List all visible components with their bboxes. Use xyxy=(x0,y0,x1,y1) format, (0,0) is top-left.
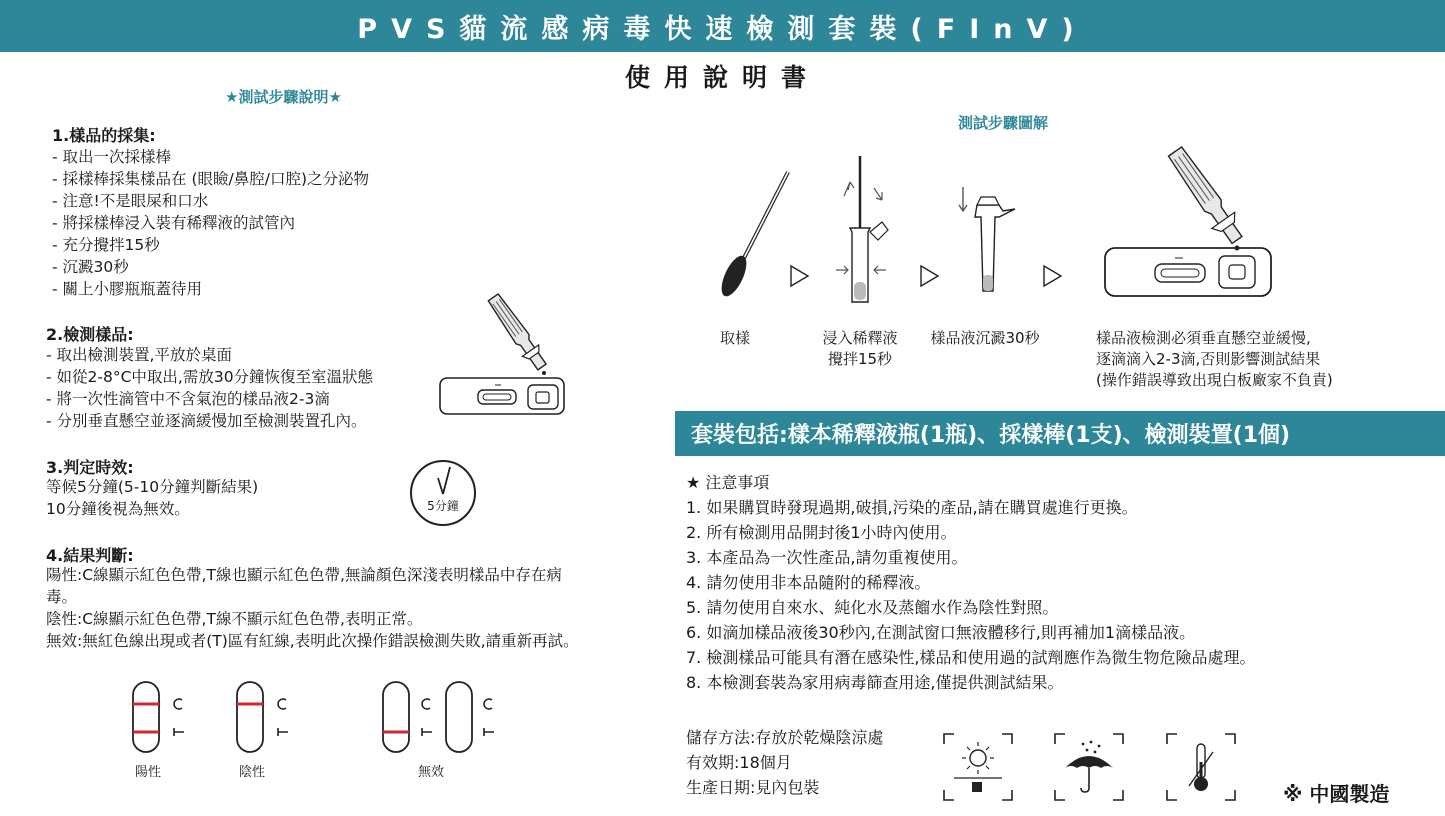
step2-list xyxy=(46,344,373,432)
test-device-dropper-icon xyxy=(438,305,618,417)
notes-section xyxy=(686,470,1255,695)
step2-line: - 如從2-8°C中取出,需放30分鐘恢復至室溫狀態 xyxy=(46,368,374,386)
step1-line: - 取出一次採樣棒 xyxy=(52,148,172,166)
note-item: 7. 檢測樣品可能具有潛在感染性,樣品和使用過的試劑應作為微生物危險品處理。 xyxy=(686,648,1256,667)
step1-line: - 將採樣棒浸入裝有稀釋液的試管內 xyxy=(52,214,296,232)
timer-label: 5分鐘 xyxy=(427,499,459,513)
made-in-label: ※ 中國製造 xyxy=(1283,782,1390,806)
keep-away-from-sunlight-icon xyxy=(942,732,1014,802)
step1-line: - 採樣棒採集樣品在 (眼瞼/鼻腔/口腔)之分泌物 xyxy=(52,170,369,188)
temperature-limit-icon xyxy=(1165,732,1237,802)
step1-line: - 關上小膠瓶瓶蓋待用 xyxy=(52,280,203,298)
storage-production: 生產日期:見內包裝 xyxy=(686,778,820,797)
step1-line: - 沉澱30秒 xyxy=(52,258,129,276)
step1-line: - 充分攪拌15秒 xyxy=(52,236,160,254)
note-item: 3. 本產品為一次性產品,請勿重複使用。 xyxy=(686,548,968,567)
arrow-right-icon xyxy=(919,264,941,288)
caption-test-line1: 樣品液檢測必須垂直懸空並緩慢, xyxy=(1096,329,1311,347)
step1-list xyxy=(52,146,369,300)
package-contents-bar xyxy=(675,411,1445,456)
notes-heading: ★ 注意事項 xyxy=(686,473,770,492)
caption-settle: 樣品液沉澱30秒 xyxy=(930,329,1040,347)
caption-test-line3: (操作錯誤導致出現白板廠家不負責) xyxy=(1096,371,1333,389)
note-item: 5. 請勿使用自來水、純化水及蒸餾水作為陰性對照。 xyxy=(686,598,1059,617)
note-item: 1. 如果購買時發現過期,破損,污染的產品,請在購買處進行更換。 xyxy=(686,498,1138,517)
step3-list xyxy=(46,476,258,520)
caption-test xyxy=(1096,328,1396,391)
step4-title: 4.結果判斷: xyxy=(46,546,134,565)
step4-list xyxy=(46,564,586,652)
caption-dip xyxy=(805,328,915,370)
settle-tube-icon xyxy=(955,185,1035,310)
note-item: 2. 所有檢測用品開封後1小時內使用。 xyxy=(686,523,957,542)
caption-dip-line2: 攪拌15秒 xyxy=(827,350,893,368)
step4-line: 陽性:C線顯示紅色色帶,T線也顯示紅色色帶,無論顏色深淺表明樣品中存在病毒。 xyxy=(46,566,562,606)
result-invalid-label: 無效 xyxy=(417,765,444,780)
page-subtitle: 使用說明書 xyxy=(624,63,820,92)
keep-dry-icon xyxy=(1053,732,1125,802)
swab-icon xyxy=(718,168,798,303)
step2-title: 2.檢測樣品: xyxy=(46,325,134,344)
caption-sample: 取樣 xyxy=(719,329,750,347)
caption-dip-line1: 浸入稀釋液 xyxy=(822,329,898,347)
result-positive-label: 陽性 xyxy=(134,765,161,780)
note-item: 4. 請勿使用非本品隨附的稀釋液。 xyxy=(686,573,931,592)
step2-line: - 取出檢測裝置,平放於桌面 xyxy=(46,346,232,364)
result-strips-illustration xyxy=(130,680,530,755)
storage-info xyxy=(686,725,883,800)
arrow-right-icon xyxy=(789,264,811,288)
step2-line: - 將一次性滴管中不含氣泡的樣品液2-3滴 xyxy=(46,390,330,408)
step3-line: 等候5分鐘(5-10分鐘判斷結果) xyxy=(46,478,259,496)
note-item: 6. 如滴加樣品液後30秒內,在測試窗口無液體移行,則再補加1滴樣品液。 xyxy=(686,623,1196,642)
storage-validity: 有效期:18個月 xyxy=(686,753,792,772)
steps-heading: ★測試步驟說明★ xyxy=(225,88,342,106)
step4-line: 無效:無紅色線出現或者(T)區有紅線,表明此次操作錯誤檢測失敗,請重新再試。 xyxy=(46,632,579,650)
step1-title: 1.樣品的採集: xyxy=(52,126,156,145)
page-title: PVS貓流感病毒快速檢測套裝(FInV) xyxy=(357,13,1088,45)
title-banner xyxy=(0,0,1445,52)
note-item: 8. 本檢測套裝為家用病毒篩查用途,僅提供測試結果。 xyxy=(686,673,1064,692)
step4-line: 陰性:C線顯示紅色色帶,T線不顯示紅色色帶,表明正常。 xyxy=(46,610,423,628)
step3-line: 10分鐘後視為無效。 xyxy=(46,500,190,518)
storage-method: 儲存方法:存放於乾燥陰涼處 xyxy=(686,728,884,747)
arrow-right-icon xyxy=(1042,264,1064,288)
result-negative-label: 陰性 xyxy=(238,765,265,780)
caption-test-line2: 逐滴滴入2-3滴,否則影響測試結果 xyxy=(1096,350,1321,368)
diagram-heading: 測試步驟圖解 xyxy=(958,114,1049,132)
step1-line: - 注意!不是眼屎和口水 xyxy=(52,192,209,210)
dip-tube-icon xyxy=(830,152,910,307)
timer-clock-icon xyxy=(408,458,478,528)
package-contents: 套裝包括:樣本稀釋液瓶(1瓶)、採樣棒(1支)、檢測裝置(1個) xyxy=(691,423,1291,448)
step2-line: - 分別垂直懸空並逐滴緩慢加至檢測裝置孔內。 xyxy=(46,412,367,430)
step3-title: 3.判定時效: xyxy=(46,458,134,477)
test-device-drop-icon xyxy=(1103,148,1333,303)
